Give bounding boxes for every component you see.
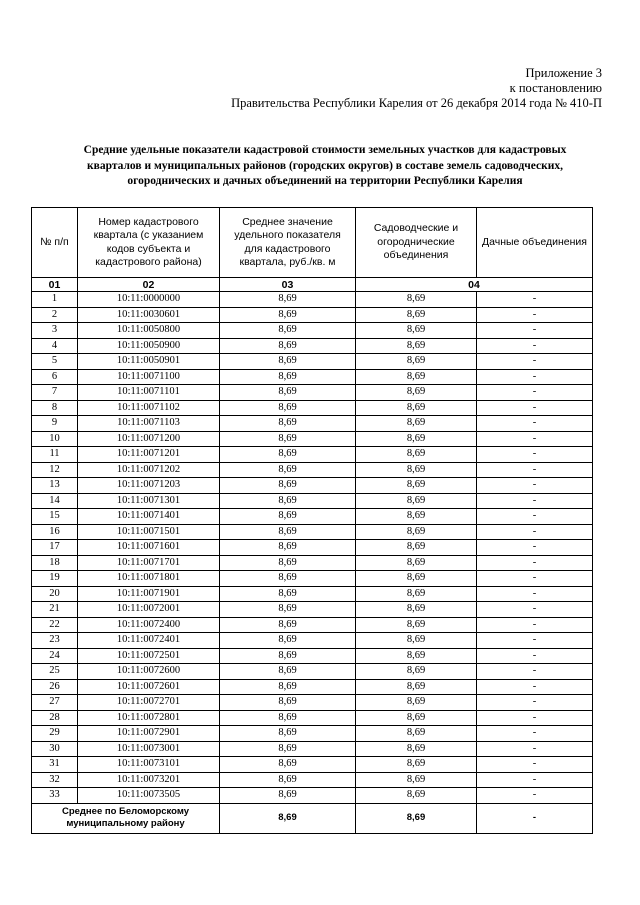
dacha-value-cell: -: [477, 772, 593, 788]
header-dacha: Дачные объединения: [477, 208, 593, 278]
dacha-value-cell: -: [477, 478, 593, 494]
garden-value-cell: 8,69: [356, 555, 477, 571]
quarter-number-cell: 10:11:0072600: [78, 664, 220, 680]
row-number-cell: 33: [32, 788, 78, 804]
average-value-cell: 8,69: [220, 710, 356, 726]
garden-value-cell: 8,69: [356, 586, 477, 602]
quarter-number-cell: 10:11:0050900: [78, 338, 220, 354]
quarter-number-cell: 10:11:0071301: [78, 493, 220, 509]
title-line-3: огороднических и дачных объединений на территории Республики Карелия: [127, 175, 523, 187]
quarter-number-cell: 10:11:0071801: [78, 571, 220, 587]
table-row: [32, 726, 593, 742]
dacha-value-cell: -: [477, 555, 593, 571]
average-value-cell: 8,69: [220, 679, 356, 695]
row-number-cell: 14: [32, 493, 78, 509]
dacha-value-cell: -: [477, 323, 593, 339]
average-value-cell: 8,69: [220, 323, 356, 339]
table-row: [32, 292, 593, 308]
table-row: [32, 571, 593, 587]
dacha-value-cell: -: [477, 679, 593, 695]
garden-value-cell: 8,69: [356, 509, 477, 525]
dacha-value-cell: -: [477, 788, 593, 804]
table-row: [32, 757, 593, 773]
garden-value-cell: 8,69: [356, 772, 477, 788]
garden-value-cell: 8,69: [356, 462, 477, 478]
average-value-cell: 8,69: [220, 633, 356, 649]
table-row: [32, 633, 593, 649]
table-row: [32, 710, 593, 726]
average-value-cell: 8,69: [220, 695, 356, 711]
average-value-cell: 8,69: [220, 617, 356, 633]
average-value-cell: 8,69: [220, 757, 356, 773]
total-dacha: -: [477, 803, 593, 833]
table-row: [32, 416, 593, 432]
average-value-cell: 8,69: [220, 602, 356, 618]
quarter-number-cell: 10:11:0071203: [78, 478, 220, 494]
garden-value-cell: 8,69: [356, 602, 477, 618]
total-average: 8,69: [220, 803, 356, 833]
header-quarter: Номер кадастрового квартала (с указанием кодов субъекта и кадастрового района): [78, 208, 220, 278]
row-number-cell: 1: [32, 292, 78, 308]
table-row: [32, 478, 593, 494]
quarter-number-cell: 10:11:0073505: [78, 788, 220, 804]
garden-value-cell: 8,69: [356, 540, 477, 556]
dacha-value-cell: -: [477, 493, 593, 509]
average-value-cell: 8,69: [220, 354, 356, 370]
quarter-number-cell: 10:11:0071601: [78, 540, 220, 556]
dacha-value-cell: -: [477, 524, 593, 540]
average-value-cell: 8,69: [220, 431, 356, 447]
average-value-cell: 8,69: [220, 338, 356, 354]
quarter-number-cell: 10:11:0071201: [78, 447, 220, 463]
row-number-cell: 6: [32, 369, 78, 385]
quarter-number-cell: 10:11:0050901: [78, 354, 220, 370]
table-row: [32, 354, 593, 370]
row-number-cell: 24: [32, 648, 78, 664]
dacha-value-cell: -: [477, 710, 593, 726]
row-number-cell: 12: [32, 462, 78, 478]
table-row: [32, 323, 593, 339]
garden-value-cell: 8,69: [356, 679, 477, 695]
average-value-cell: 8,69: [220, 400, 356, 416]
average-value-cell: 8,69: [220, 292, 356, 308]
header-garden: Садоводческие и огороднические объединения: [356, 208, 477, 278]
dacha-value-cell: -: [477, 617, 593, 633]
average-value-cell: 8,69: [220, 307, 356, 323]
dacha-value-cell: -: [477, 400, 593, 416]
quarter-number-cell: 10:11:0072901: [78, 726, 220, 742]
table-row: [32, 493, 593, 509]
dacha-value-cell: -: [477, 354, 593, 370]
row-number-cell: 25: [32, 664, 78, 680]
column-number: 02: [78, 278, 220, 292]
quarter-number-cell: 10:11:0030601: [78, 307, 220, 323]
table-row: [32, 400, 593, 416]
table-row: [32, 369, 593, 385]
garden-value-cell: 8,69: [356, 633, 477, 649]
row-number-cell: 11: [32, 447, 78, 463]
row-number-cell: 16: [32, 524, 78, 540]
table-row: [32, 772, 593, 788]
garden-value-cell: 8,69: [356, 726, 477, 742]
cadastral-value-table: [31, 207, 593, 834]
row-number-cell: 32: [32, 772, 78, 788]
table-row: [32, 617, 593, 633]
row-number-cell: 13: [32, 478, 78, 494]
quarter-number-cell: 10:11:0071901: [78, 586, 220, 602]
table-row: [32, 431, 593, 447]
garden-value-cell: 8,69: [356, 648, 477, 664]
average-value-cell: 8,69: [220, 788, 356, 804]
average-value-cell: 8,69: [220, 493, 356, 509]
column-number-row: [32, 278, 593, 292]
garden-value-cell: 8,69: [356, 431, 477, 447]
average-value-cell: 8,69: [220, 772, 356, 788]
total-label: Среднее по Беломорскому муниципальному району: [32, 803, 220, 833]
garden-value-cell: 8,69: [356, 617, 477, 633]
garden-value-cell: 8,69: [356, 664, 477, 680]
quarter-number-cell: 10:11:0071200: [78, 431, 220, 447]
row-number-cell: 17: [32, 540, 78, 556]
row-number-cell: 18: [32, 555, 78, 571]
table-row: [32, 648, 593, 664]
quarter-number-cell: 10:11:0071101: [78, 385, 220, 401]
garden-value-cell: 8,69: [356, 788, 477, 804]
quarter-number-cell: 10:11:0073201: [78, 772, 220, 788]
quarter-number-cell: 10:11:0073001: [78, 741, 220, 757]
quarter-number-cell: 10:11:0071103: [78, 416, 220, 432]
row-number-cell: 21: [32, 602, 78, 618]
dacha-value-cell: -: [477, 540, 593, 556]
garden-value-cell: 8,69: [356, 524, 477, 540]
row-number-cell: 5: [32, 354, 78, 370]
table-row: [32, 555, 593, 571]
table-row: [32, 462, 593, 478]
table-row: [32, 338, 593, 354]
row-number-cell: 9: [32, 416, 78, 432]
table-row: [32, 586, 593, 602]
row-number-cell: 20: [32, 586, 78, 602]
dacha-value-cell: -: [477, 447, 593, 463]
dacha-value-cell: -: [477, 757, 593, 773]
dacha-value-cell: -: [477, 416, 593, 432]
average-value-cell: 8,69: [220, 369, 356, 385]
row-number-cell: 2: [32, 307, 78, 323]
dacha-value-cell: -: [477, 431, 593, 447]
dacha-value-cell: -: [477, 741, 593, 757]
row-number-cell: 8: [32, 400, 78, 416]
quarter-number-cell: 10:11:0071401: [78, 509, 220, 525]
title-line-2: кварталов и муниципальных районов (городских округов) в составе земель садоводческих,: [86, 159, 563, 172]
average-value-cell: 8,69: [220, 478, 356, 494]
dacha-value-cell: -: [477, 586, 593, 602]
average-value-cell: 8,69: [220, 524, 356, 540]
average-value-cell: 8,69: [220, 385, 356, 401]
garden-value-cell: 8,69: [356, 571, 477, 587]
garden-value-cell: 8,69: [356, 695, 477, 711]
header-average: Среднее значение удельного показателя для кадастрового квартала, руб./кв. м: [220, 208, 356, 278]
title-line-1: Средние удельные показатели кадастровой стоимости земельных участков для кадастровых: [83, 144, 567, 156]
dacha-value-cell: -: [477, 571, 593, 587]
average-value-cell: 8,69: [220, 447, 356, 463]
garden-value-cell: 8,69: [356, 354, 477, 370]
table-row: [32, 307, 593, 323]
quarter-number-cell: 10:11:0071501: [78, 524, 220, 540]
table-row: [32, 788, 593, 804]
appendix-note: [231, 66, 602, 111]
dacha-value-cell: -: [477, 695, 593, 711]
row-number-cell: 10: [32, 431, 78, 447]
total-row: [32, 803, 593, 833]
quarter-number-cell: 10:11:0072400: [78, 617, 220, 633]
table-row: [32, 385, 593, 401]
garden-value-cell: 8,69: [356, 307, 477, 323]
table-row: [32, 447, 593, 463]
table-body: [32, 292, 593, 804]
quarter-number-cell: 10:11:0071100: [78, 369, 220, 385]
quarter-number-cell: 10:11:0050800: [78, 323, 220, 339]
row-number-cell: 7: [32, 385, 78, 401]
appendix-number: Приложение 3: [525, 66, 602, 80]
quarter-number-cell: 10:11:0071102: [78, 400, 220, 416]
average-value-cell: 8,69: [220, 540, 356, 556]
garden-value-cell: 8,69: [356, 741, 477, 757]
average-value-cell: 8,69: [220, 555, 356, 571]
average-value-cell: 8,69: [220, 726, 356, 742]
table-row: [32, 540, 593, 556]
row-number-cell: 31: [32, 757, 78, 773]
row-number-cell: 30: [32, 741, 78, 757]
column-number: 04: [356, 278, 593, 292]
quarter-number-cell: 10:11:0072401: [78, 633, 220, 649]
dacha-value-cell: -: [477, 462, 593, 478]
header-number: № п/п: [32, 208, 78, 278]
appendix-reference: к постановлению: [509, 81, 602, 95]
row-number-cell: 28: [32, 710, 78, 726]
row-number-cell: 26: [32, 679, 78, 695]
garden-value-cell: 8,69: [356, 385, 477, 401]
row-number-cell: 4: [32, 338, 78, 354]
quarter-number-cell: 10:11:0000000: [78, 292, 220, 308]
table-row: [32, 524, 593, 540]
average-value-cell: 8,69: [220, 664, 356, 680]
garden-value-cell: 8,69: [356, 447, 477, 463]
quarter-number-cell: 10:11:0072801: [78, 710, 220, 726]
row-number-cell: 3: [32, 323, 78, 339]
appendix-decree: Правительства Республики Карелия от 26 декабря 2014 года № 410-П: [231, 96, 602, 110]
column-number: 03: [220, 278, 356, 292]
table-row: [32, 741, 593, 757]
table-row: [32, 602, 593, 618]
dacha-value-cell: -: [477, 385, 593, 401]
dacha-value-cell: -: [477, 338, 593, 354]
dacha-value-cell: -: [477, 633, 593, 649]
row-number-cell: 23: [32, 633, 78, 649]
table-row: [32, 664, 593, 680]
row-number-cell: 19: [32, 571, 78, 587]
garden-value-cell: 8,69: [356, 369, 477, 385]
garden-value-cell: 8,69: [356, 416, 477, 432]
garden-value-cell: 8,69: [356, 323, 477, 339]
garden-value-cell: 8,69: [356, 400, 477, 416]
garden-value-cell: 8,69: [356, 493, 477, 509]
garden-value-cell: 8,69: [356, 338, 477, 354]
quarter-number-cell: 10:11:0072501: [78, 648, 220, 664]
average-value-cell: 8,69: [220, 416, 356, 432]
dacha-value-cell: -: [477, 664, 593, 680]
average-value-cell: 8,69: [220, 462, 356, 478]
column-number: 01: [32, 278, 78, 292]
average-value-cell: 8,69: [220, 586, 356, 602]
average-value-cell: 8,69: [220, 741, 356, 757]
dacha-value-cell: -: [477, 292, 593, 308]
average-value-cell: 8,69: [220, 571, 356, 587]
document-title: [60, 143, 590, 190]
row-number-cell: 22: [32, 617, 78, 633]
quarter-number-cell: 10:11:0073101: [78, 757, 220, 773]
quarter-number-cell: 10:11:0071701: [78, 555, 220, 571]
row-number-cell: 27: [32, 695, 78, 711]
quarter-number-cell: 10:11:0072001: [78, 602, 220, 618]
dacha-value-cell: -: [477, 369, 593, 385]
average-value-cell: 8,69: [220, 509, 356, 525]
dacha-value-cell: -: [477, 307, 593, 323]
row-number-cell: 29: [32, 726, 78, 742]
garden-value-cell: 8,69: [356, 478, 477, 494]
table-row: [32, 509, 593, 525]
dacha-value-cell: -: [477, 648, 593, 664]
quarter-number-cell: 10:11:0071202: [78, 462, 220, 478]
dacha-value-cell: -: [477, 509, 593, 525]
dacha-value-cell: -: [477, 602, 593, 618]
row-number-cell: 15: [32, 509, 78, 525]
average-value-cell: 8,69: [220, 648, 356, 664]
dacha-value-cell: -: [477, 726, 593, 742]
quarter-number-cell: 10:11:0072601: [78, 679, 220, 695]
table-header-row: [32, 208, 593, 278]
garden-value-cell: 8,69: [356, 757, 477, 773]
table-row: [32, 695, 593, 711]
table-row: [32, 679, 593, 695]
garden-value-cell: 8,69: [356, 710, 477, 726]
garden-value-cell: 8,69: [356, 292, 477, 308]
total-garden: 8,69: [356, 803, 477, 833]
quarter-number-cell: 10:11:0072701: [78, 695, 220, 711]
